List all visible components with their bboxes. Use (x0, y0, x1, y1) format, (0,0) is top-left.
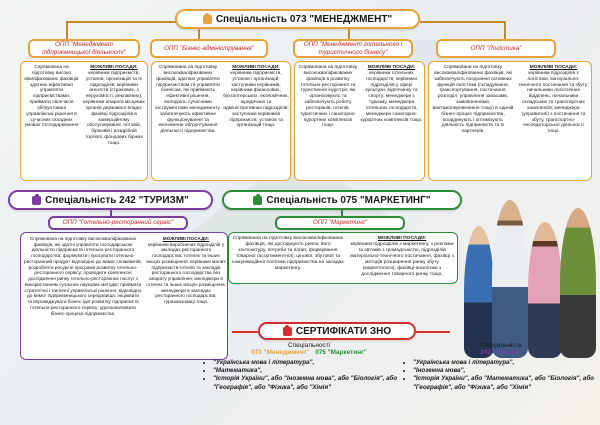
program-description: Спрямована на підготовку висококваліфікованих фахівців, здатних управляти підприємством та управляти бізнесом, які приймають ефективні рішення, володіють сучасними інструментами менеджменту, забезпечують ефективне функціонування та економічне обґрунтування діяльності підприємства. (155, 65, 221, 135)
jobs-text: керівники підрозділів з логістики, матеріально-технічного постачання та збуту; начальники логістичних відділень; начальники складських та транспортних комплексів; менеджери (управителі) з постачання та збуту, транспортно-експедиторської діяльності тощо. (518, 70, 589, 135)
cert-subject: • "Математика", (213, 367, 414, 375)
program-jobs (348, 236, 456, 280)
management-title: Спеціальність 073 "МЕНЕДЖМЕНТ" (175, 9, 420, 29)
jobs-heading: МОЖЛИВІ ПОСАДИ: (162, 236, 210, 241)
program-label-hotel-restaurant: ОПП "Готельно-ресторанний сервіс" (48, 216, 188, 230)
program-label-hotel-tourism: ОПП "Менеджмент готельного і туристичного бізнесу" (293, 39, 413, 58)
puzzle-icon (203, 15, 212, 24)
student-figure (492, 200, 528, 358)
program-jobs (360, 65, 423, 177)
connector-line (66, 21, 68, 39)
students-photo (462, 186, 598, 362)
cert-subject: • "Українська мова і література", (213, 359, 414, 367)
jobs-text: керівники виробничих підрозділів у закладах ресторанного господарства, готелях та інших місцях розміщення; керівники малих підприємств-готелів та закладів ресторанного господарства без апарату управління; менеджери в готелях та інших місцях розміщення; менеджери в закладах ресторанного господарства; туризмознавці тощо. (146, 241, 226, 305)
marketing-title: Спеціальність 075 "МАРКЕТИНГ" (222, 190, 462, 210)
program-description: Спрямована на підготовку висококваліфікованих фахівців, які досліджують ринок, його кон'юнктуру, потреби та попит, формування товарної (асортиментної), цінової, збутової та комунікаційної політики підприємства на засадах маркетингу. (232, 236, 344, 271)
student-figure (560, 208, 596, 358)
program-description: Спрямована на підготовку висококваліфікованих фахівців в розвитку готельно-ресторанної та туристичної індустрії, які організовують та забезпечують роботу ресторанів, готелів, туристичних і санаторно-курортних комплексів тощо. (298, 65, 358, 129)
cert-specialties-values: 242 "Туризм" (480, 349, 522, 357)
certificates-right (404, 342, 598, 422)
jobs-text: керівники підприємств, установ і організацій; заступники керівників; керівники фінансових, бухгалтерських, економічних, юридичних та адміністративних підрозділів; заступники керівників підприємств, установ та організацій тощо. (223, 70, 289, 129)
cert-header (404, 342, 598, 357)
puzzle-icon (283, 327, 292, 336)
connector-line (198, 29, 200, 39)
program-label-entrepreneurship: ОПП "Менеджмент підприємницької діяльності" (28, 39, 140, 58)
program-panel-entrepreneurship (20, 61, 148, 181)
program-jobs (146, 236, 226, 356)
student-figure (528, 222, 562, 358)
jobs-text: керівники підприємств, установ, організацій та їх підрозділів; керівники агентств (страхових, з нерухомості, рекламних); керівники апарата місцевих органів державної влади; фахівці підрозділів в комерційному обслуговуванні, оптовій, біржовій і роздрібній торгівлі, фондових біржах тощо. (83, 70, 145, 146)
connector-line (416, 331, 450, 333)
cert-specialties-label: Спеціальності (288, 342, 330, 349)
certificates-title: СЕРТИФІКАТИ ЗНО (258, 322, 416, 340)
program-panel-marketing (228, 232, 458, 284)
cert-specialties-label: Спеціальність (480, 342, 522, 349)
program-jobs (517, 65, 590, 177)
program-label-logistics: ОПП "Логістика" (436, 39, 556, 58)
program-description: Спрямована на підготовку висококваліфікованих фахівців, які здатні управляти господарською діяльністю підприємств готельно-ресторанного господарства; формувати і просувати готельно-ресторанний продукт відповідно до вимог споживачів; розробляти ресурсні програми розвитку готельно-ресторанного сервісу; проводити комплексні дослідження ринку готельно-ресторанних послуг з використанням сучасних наукових методів; приймати стратегічні і тактичні управлінські рішення, відповідно до вимог підприємницького середовища; ініціювати та впроваджувати бізнес-ідеї розвитку підприємств готельно-ресторанного сервісу; удосконалювати бізнес-процеси підприємства. (24, 236, 142, 316)
jobs-heading: МОЖЛИВІ ПОСАДИ: (90, 65, 138, 70)
program-panel-logistics (428, 61, 592, 181)
program-description: Спрямована на підготовку високо кваліфікованих фахівців здатних ефективно управляти підприємствами, приймати своєчасні обґрунтовані управлінські рішення в сучасних складних умовах господарювання (24, 65, 79, 129)
program-label-marketing: ОПП "Маркетинг" (275, 216, 405, 230)
jobs-text: керівники готельних господарств; керівники підрозділів у сфері культури, відпочинку та спорту; менеджери з туризму, менеджери готельних господарств, менеджери санаторно-курортних комплексів тощо. (360, 70, 423, 123)
jobs-heading: МОЖЛИВІ ПОСАДИ: (232, 65, 280, 70)
cert-subject: • "Іноземна мова", (413, 367, 598, 375)
cert-subject: • "Українська мова і література", (413, 359, 598, 367)
connector-line (504, 21, 506, 39)
program-panel-business-admin (151, 61, 291, 181)
connector-line (232, 331, 258, 333)
cert-subject: • "Історія України", або "Математика", або "Біологія", або "Географія", або "Фізика", або "Хімія" (413, 375, 598, 392)
connector-line (348, 29, 350, 39)
jobs-text: керівники підрозділів з маркетингу, з реклами та зв'язків з громадськістю, підрозділів матеріально-технічного постачання, фахівці з методів розширення ринку збуту (маркетологи), фахівці-аналітики з дослідження товарного ринку тощо. (350, 241, 454, 277)
student-figure (464, 226, 494, 358)
cert-subject-list (404, 359, 598, 392)
cert-header (204, 342, 414, 357)
program-jobs (223, 65, 289, 177)
program-label-business-admin: ОПП "Бізнес-адміністрування" (150, 39, 268, 58)
certificates-left (204, 342, 414, 422)
program-jobs (82, 65, 146, 177)
jobs-heading: МОЖЛИВІ ПОСАДИ: (529, 65, 578, 70)
connector-line (420, 21, 505, 23)
connector-line (66, 21, 176, 23)
program-panel-hotel-tourism (294, 61, 425, 181)
program-description: Спрямована на підготовку висококваліфікованих фахівців, які забезпечують поєднання основних функцій логістики (складування, транспортування, постачання, розподіл, управління запасами, замовленнями, вантажоперевезення тощо) в єдиній бізнес-процес підприємства, координують і оптимізують діяльність підприємств та їх партнерів. (432, 65, 514, 135)
tourism-title: Спеціальність 242 "ТУРИЗМ" (8, 190, 213, 210)
puzzle-icon (253, 196, 262, 205)
puzzle-icon (32, 196, 41, 205)
cert-specialties-values: 073 "Менеджмент" 075 "Маркетинг" (251, 349, 367, 357)
jobs-heading: МОЖЛИВІ ПОСАДИ: (367, 65, 416, 70)
program-panel-hotel-restaurant (20, 232, 228, 360)
jobs-heading: МОЖЛИВІ ПОСАДИ: (377, 236, 427, 241)
cert-subject-list (204, 359, 414, 392)
cert-subject: • "Історія України", або "Іноземна мова", або "Біологія", або "Географія", або "Фізика", або "Хімія" (213, 375, 414, 392)
